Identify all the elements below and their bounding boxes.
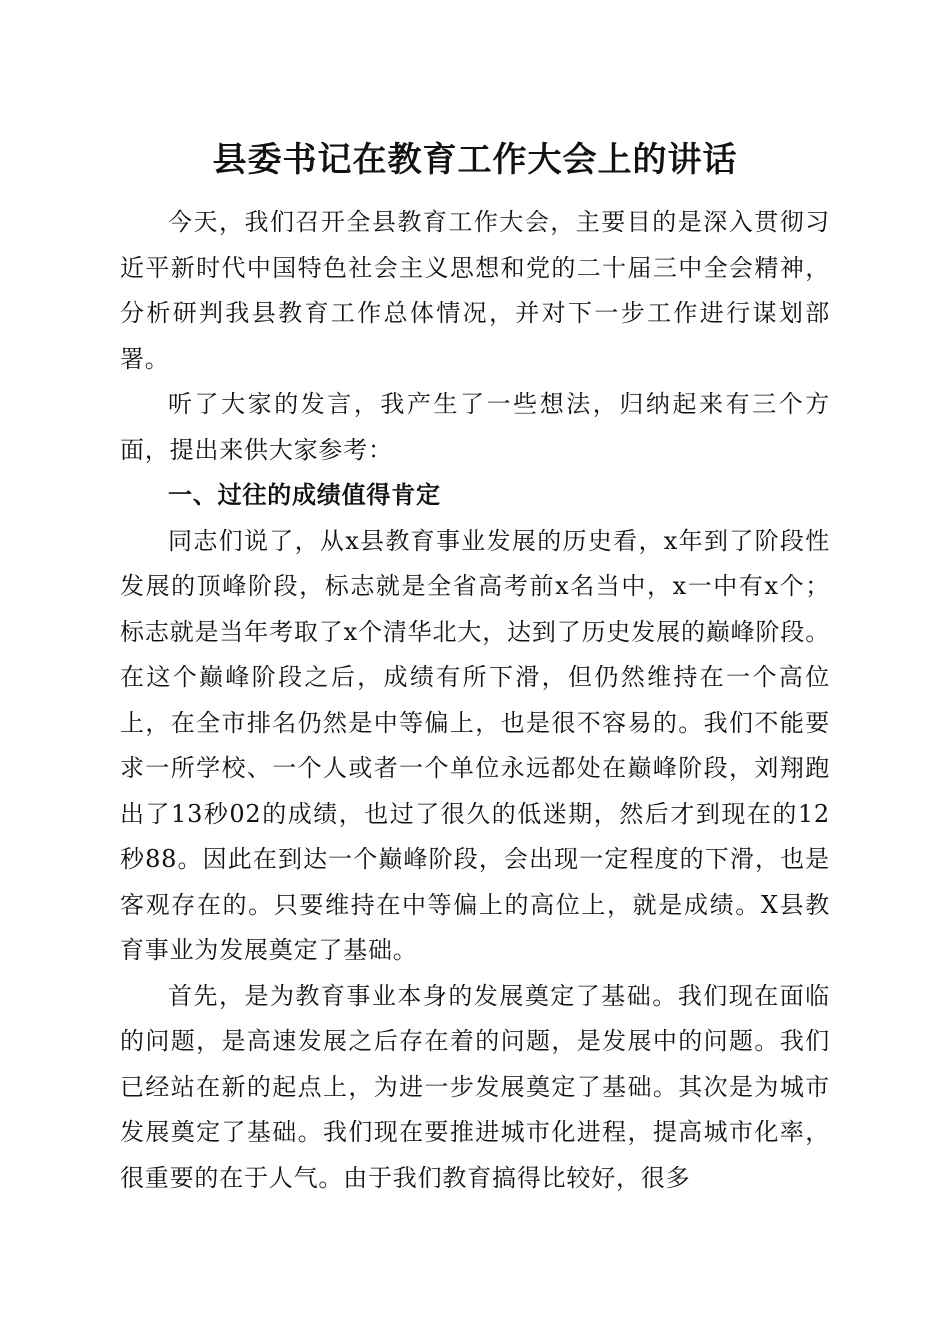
- document-body: [120, 200, 830, 1201]
- section-heading-1: 一、过往的成绩值得肯定: [168, 481, 441, 509]
- document-title: 县委书记在教育工作大会上的讲话: [212, 140, 738, 180]
- paragraph-achievements: 同志们说了，从x县教育事业发展的历史看，x年到了阶段性发展的顶峰阶段，标志就是全省高考前x名当中，x一中有x个；标志就是当年考取了x个清华北大，达到了历史发展的巅峰阶段。在这个巅峰阶段之后，成绩有所下滑，但仍然维持在一个高位上，在全市排名仍然是中等偏上，也是很不容易的。我们不能要求一所学校、一个人或者一个单位永远都处在巅峰阶段，刘翔跑出了13秒02的成绩，也过了很久的低迷期，然后才到现在的12秒88。因此在到达一个巅峰阶段，会出现一定程度的下滑，也是客观存在的。只要维持在中等偏上的高位上，就是成绩。X县教育事业为发展奠定了基础。: [120, 526, 830, 964]
- paragraph-opening: 今天，我们召开全县教育工作大会，主要目的是深入贯彻习近平新时代中国特色社会主义思想和党的二十届三中全会精神，分析研判我县教育工作总体情况，并对下一步工作进行谋划部署。: [120, 208, 830, 373]
- paragraph-foundation: 首先，是为教育事业本身的发展奠定了基础。我们现在面临的问题，是高速发展之后存在着的问题，是发展中的问题。我们已经站在新的起点上，为进一步发展奠定了基础。其次是为城市发展奠定了基础。我们现在要推进城市化进程，提高城市化率，很重要的在于人气。由于我们教育搞得比较好，很多: [120, 981, 830, 1192]
- paragraph-thoughts: 听了大家的发言，我产生了一些想法，归纳起来有三个方面，提出来供大家参考：: [120, 390, 830, 464]
